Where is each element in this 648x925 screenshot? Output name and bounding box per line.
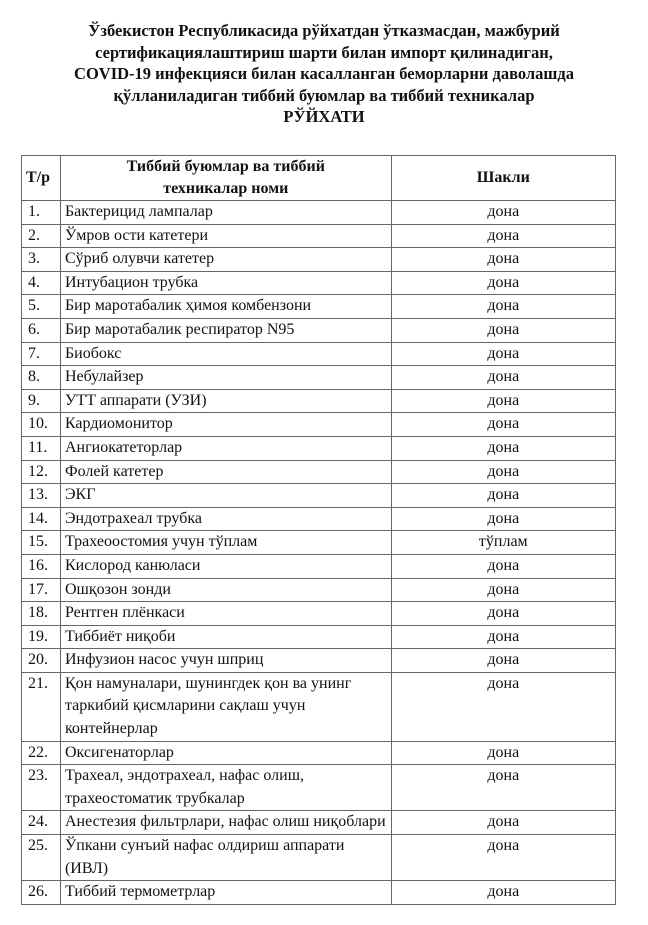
table-row bbox=[22, 224, 616, 248]
row-name: Кислород канюласи bbox=[60, 554, 391, 578]
row-number: 23. bbox=[22, 765, 61, 811]
row-unit: дона bbox=[391, 224, 615, 248]
row-name: Бир маротабалик ҳимоя комбензони bbox=[60, 295, 391, 319]
row-unit: дона bbox=[391, 484, 615, 508]
table-row bbox=[22, 649, 616, 673]
row-number: 16. bbox=[22, 554, 61, 578]
row-number: 9. bbox=[22, 389, 61, 413]
title-line: қўлланиладиган тиббий буюмлар ва тиббий техникалар bbox=[113, 85, 535, 105]
row-number: 1. bbox=[22, 201, 61, 225]
row-name: Бир маротабалик респиратор N95 bbox=[60, 318, 391, 342]
row-name: Инфузион насос учун шприц bbox=[60, 649, 391, 673]
document-title bbox=[0, 20, 648, 128]
row-number: 7. bbox=[22, 342, 61, 366]
table-body bbox=[22, 201, 616, 905]
row-unit: дона bbox=[391, 248, 615, 272]
table-header-row bbox=[22, 156, 616, 201]
row-name: Трахеоостомия учун тўплам bbox=[60, 531, 391, 555]
row-name: ЭКГ bbox=[60, 484, 391, 508]
title-line: сертификациялаштириш шарти билан импорт қилинадиган, bbox=[95, 42, 553, 62]
row-name: Тиббиёт ниқоби bbox=[60, 625, 391, 649]
table-row bbox=[22, 366, 616, 390]
row-name: Тиббий термометрлар bbox=[60, 881, 391, 905]
row-number: 25. bbox=[22, 835, 61, 881]
row-unit: дона bbox=[391, 672, 615, 741]
row-unit: дона bbox=[391, 835, 615, 881]
table-row bbox=[22, 602, 616, 626]
row-unit: дона bbox=[391, 366, 615, 390]
table-row bbox=[22, 578, 616, 602]
table-row bbox=[22, 835, 616, 881]
table-row bbox=[22, 318, 616, 342]
row-name: Небулайзер bbox=[60, 366, 391, 390]
table-row bbox=[22, 484, 616, 508]
row-number: 12. bbox=[22, 460, 61, 484]
table-row bbox=[22, 201, 616, 225]
row-unit: дона bbox=[391, 765, 615, 811]
table-row bbox=[22, 531, 616, 555]
header-unit: Шакли bbox=[391, 156, 615, 201]
row-name: Рентген плёнкаси bbox=[60, 602, 391, 626]
row-name: Ангиокатеторлар bbox=[60, 436, 391, 460]
title-line: COVID-19 инфекцияси билан касалланган беморларни даволашда bbox=[74, 64, 574, 83]
row-name: Қон намуналари, шунингдек қон ва унинг таркибий қисмларини сақлаш учун контейнерлар bbox=[60, 672, 391, 741]
row-number: 6. bbox=[22, 318, 61, 342]
row-number: 4. bbox=[22, 271, 61, 295]
row-name: Фолей катетер bbox=[60, 460, 391, 484]
row-name: Анестезия фильтрлари, нафас олиш ниқоблари bbox=[60, 811, 391, 835]
table-row bbox=[22, 436, 616, 460]
row-name: Ўпкани сунъий нафас олдириш аппарати (ИВЛ) bbox=[60, 835, 391, 881]
items-table bbox=[21, 155, 616, 905]
table-row bbox=[22, 881, 616, 905]
row-unit: дона bbox=[391, 271, 615, 295]
row-unit: дона bbox=[391, 389, 615, 413]
row-name: Ўмров ости катетери bbox=[60, 224, 391, 248]
table-row bbox=[22, 460, 616, 484]
row-number: 3. bbox=[22, 248, 61, 272]
row-number: 15. bbox=[22, 531, 61, 555]
row-number: 24. bbox=[22, 811, 61, 835]
row-unit: дона bbox=[391, 625, 615, 649]
table-row bbox=[22, 248, 616, 272]
row-number: 8. bbox=[22, 366, 61, 390]
row-unit: дона bbox=[391, 201, 615, 225]
row-name: Оксигенаторлар bbox=[60, 741, 391, 765]
row-number: 17. bbox=[22, 578, 61, 602]
row-unit: тўплам bbox=[391, 531, 615, 555]
row-name: Эндотрахеал трубка bbox=[60, 507, 391, 531]
row-number: 22. bbox=[22, 741, 61, 765]
table-row bbox=[22, 741, 616, 765]
table-row bbox=[22, 554, 616, 578]
row-unit: дона bbox=[391, 649, 615, 673]
row-name: Биобокс bbox=[60, 342, 391, 366]
table-row bbox=[22, 413, 616, 437]
header-number: Т/р bbox=[22, 156, 61, 201]
table-row bbox=[22, 672, 616, 741]
row-name: УТТ аппарати (УЗИ) bbox=[60, 389, 391, 413]
row-unit: дона bbox=[391, 436, 615, 460]
row-unit: дона bbox=[391, 811, 615, 835]
row-unit: дона bbox=[391, 554, 615, 578]
row-name: Бактерицид лампалар bbox=[60, 201, 391, 225]
row-unit: дона bbox=[391, 413, 615, 437]
row-name: Кардиомонитор bbox=[60, 413, 391, 437]
row-number: 13. bbox=[22, 484, 61, 508]
row-name: Ошқозон зонди bbox=[60, 578, 391, 602]
row-name: Трахеал, эндотрахеал, нафас олиш, трахеостоматик трубкалар bbox=[60, 765, 391, 811]
row-unit: дона bbox=[391, 602, 615, 626]
header-name bbox=[60, 156, 391, 201]
table-row bbox=[22, 271, 616, 295]
row-number: 21. bbox=[22, 672, 61, 741]
row-unit: дона bbox=[391, 881, 615, 905]
table-row bbox=[22, 389, 616, 413]
header-name-text: Тиббий буюмлар ва тиббий техникалар номи bbox=[126, 158, 325, 197]
row-unit: дона bbox=[391, 741, 615, 765]
row-number: 20. bbox=[22, 649, 61, 673]
row-number: 5. bbox=[22, 295, 61, 319]
row-unit: дона bbox=[391, 318, 615, 342]
row-number: 19. bbox=[22, 625, 61, 649]
row-name: Сўриб олувчи катетер bbox=[60, 248, 391, 272]
table-row bbox=[22, 507, 616, 531]
row-unit: дона bbox=[391, 460, 615, 484]
row-number: 14. bbox=[22, 507, 61, 531]
table-row bbox=[22, 811, 616, 835]
row-number: 26. bbox=[22, 881, 61, 905]
row-unit: дона bbox=[391, 295, 615, 319]
table-row bbox=[22, 625, 616, 649]
table-row bbox=[22, 765, 616, 811]
title-line: Ўзбекистон Республикасида рўйхатдан ўтказмасдан, мажбурий bbox=[88, 21, 560, 40]
row-name: Интубацион трубка bbox=[60, 271, 391, 295]
title-heading: РЎЙХАТИ bbox=[283, 107, 365, 126]
table-row bbox=[22, 342, 616, 366]
table-row bbox=[22, 295, 616, 319]
row-unit: дона bbox=[391, 578, 615, 602]
row-number: 2. bbox=[22, 224, 61, 248]
row-unit: дона bbox=[391, 342, 615, 366]
row-number: 10. bbox=[22, 413, 61, 437]
row-number: 11. bbox=[22, 436, 61, 460]
row-number: 18. bbox=[22, 602, 61, 626]
row-unit: дона bbox=[391, 507, 615, 531]
